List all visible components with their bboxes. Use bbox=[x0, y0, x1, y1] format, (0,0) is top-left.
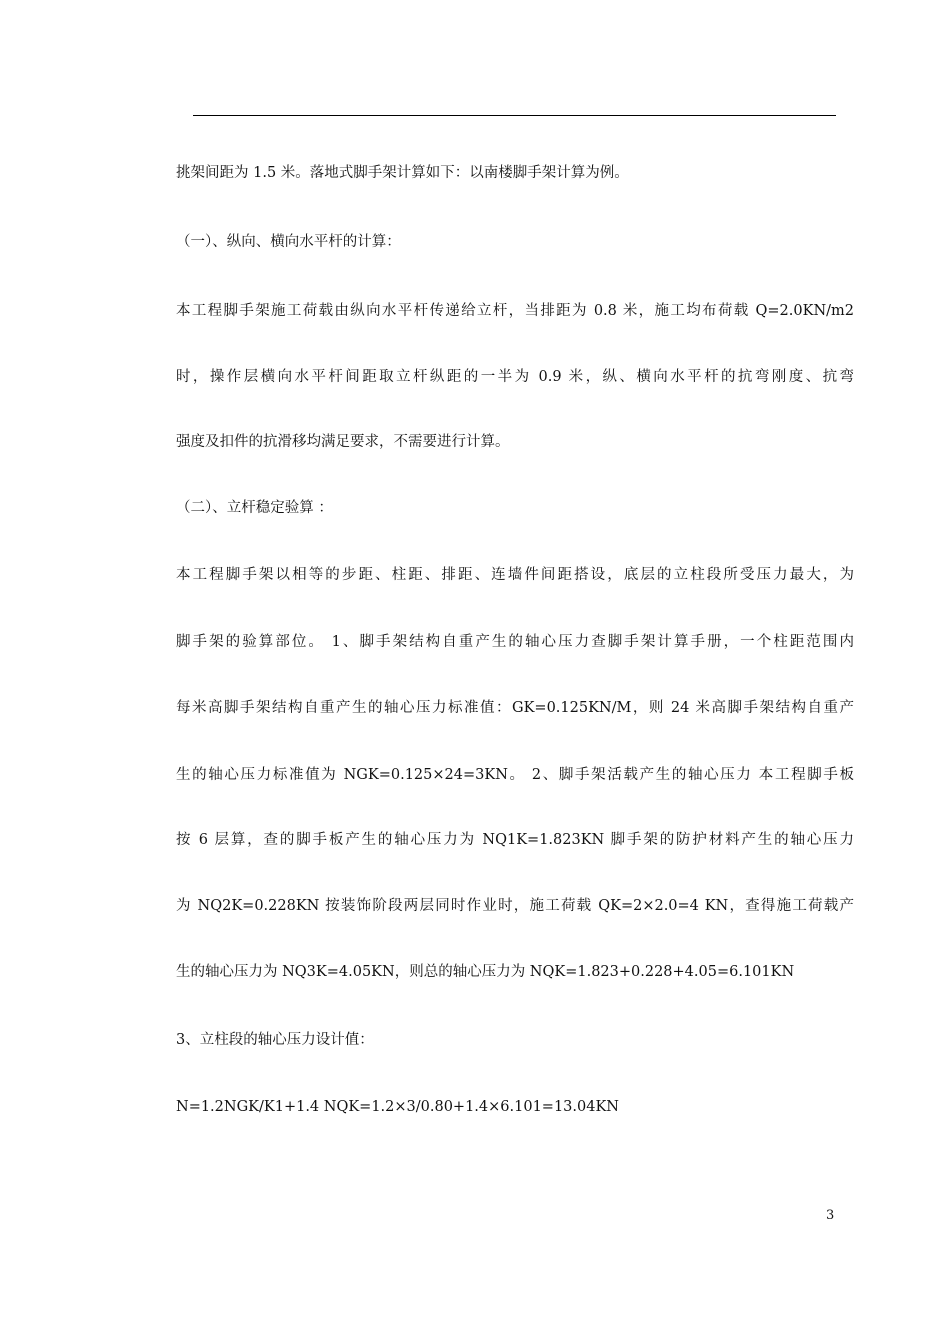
text-line-1: 挑架间距为 1.5 米。落地式脚手架计算如下：以南楼脚手架计算为例。 bbox=[176, 165, 629, 181]
text-line-11: 按 6 层算，查的脚手板产生的轴心压力为 NQ1K=1.823KN 脚手架的防护材料产生的轴心压力 bbox=[176, 832, 854, 848]
text-line-5: 强度及扣件的抗滑移均满足要求，不需要进行计算。 bbox=[176, 434, 510, 450]
section-heading-1: （一）、纵向、横向水平杆的计算： bbox=[176, 234, 401, 250]
header-rule bbox=[193, 115, 836, 116]
text-line-8: 脚手架的验算部位。 1、脚手架结构自重产生的轴心压力查脚手架计算手册，一个柱距范围内 bbox=[176, 634, 854, 650]
text-line-7: 本工程脚手架以相等的步距、柱距、排距、连墙件间距搭设，底层的立柱段所受压力最大，为 bbox=[176, 567, 854, 583]
formula-line: N=1.2NGK/K1+1.4 NQK=1.2×3/0.80+1.4×6.101=13.04KN bbox=[176, 1099, 619, 1115]
text-line-13: 生的轴心压力为 NQ3K=4.05KN，则总的轴心压力为 NQK=1.823+0.228+4.05=6.101KN bbox=[176, 964, 795, 980]
text-line-12: 为 NQ2K=0.228KN 按装饰阶段两层同时作业时，施工荷载 QK=2×2.0=4 KN，查得施工荷载产 bbox=[176, 898, 854, 914]
page-number: 3 bbox=[826, 1208, 835, 1223]
text-line-9: 每米高脚手架结构自重产生的轴心压力标准值：GK=0.125KN/M，则 24 米高脚手架结构自重产 bbox=[176, 700, 854, 716]
text-line-10: 生的轴心压力标准值为 NGK=0.125×24=3KN。 2、脚手架活载产生的轴心压力 本工程脚手板 bbox=[176, 767, 854, 783]
text-line-4: 时，操作层横向水平杆间距取立杆纵距的一半为 0.9 米，纵、横向水平杆的抗弯刚度、抗弯 bbox=[176, 369, 854, 385]
text-line-14: 3、立柱段的轴心压力设计值： bbox=[176, 1032, 374, 1048]
text-line-3: 本工程脚手架施工荷载由纵向水平杆传递给立杆，当排距为 0.8 米，施工均布荷载 Q=2.0KN/m2 bbox=[176, 303, 854, 319]
section-heading-2: （二）、立杆稳定验算 ： bbox=[176, 500, 333, 516]
